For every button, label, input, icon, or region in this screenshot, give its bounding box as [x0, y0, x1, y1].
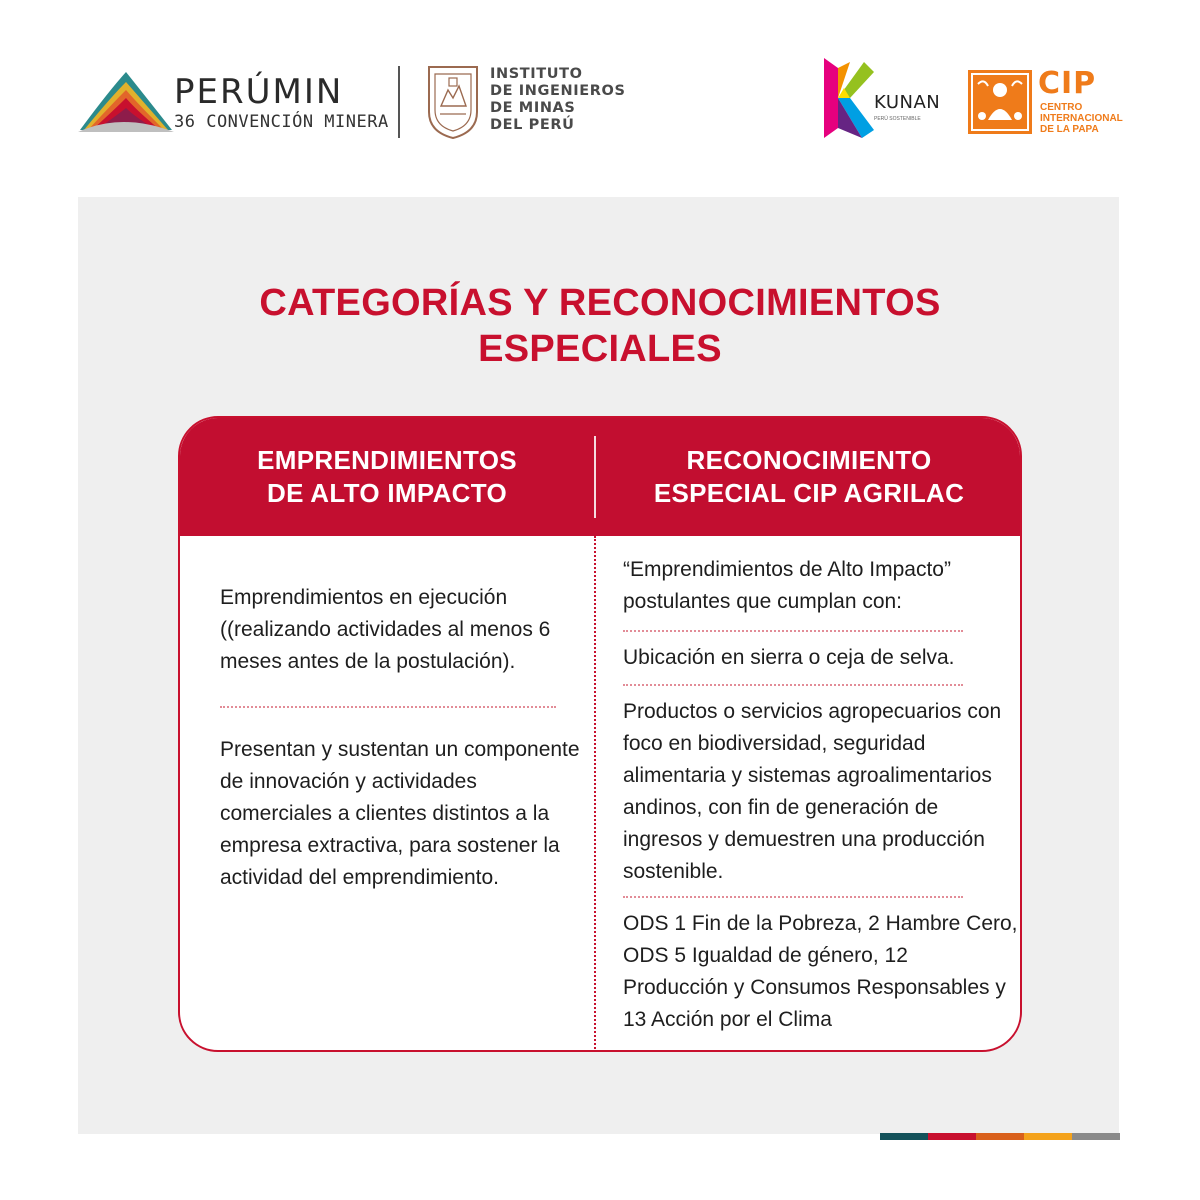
- perumin-mountain-icon: [78, 68, 174, 134]
- heading-line: DE ALTO IMPACTO: [267, 478, 507, 508]
- perumin-name: PERÚMIN: [174, 72, 344, 112]
- heading-alto-impacto: [180, 444, 594, 510]
- kunan-tagline: PERÚ SOSTENIBLE: [874, 116, 921, 122]
- cip-farmer-icon: [968, 70, 1032, 134]
- iimp-shield-icon: [426, 64, 480, 140]
- heading-line: RECONOCIMIENTO: [686, 445, 932, 475]
- color-swatch: [1024, 1133, 1072, 1140]
- logo-divider: [398, 66, 400, 138]
- heading-cip-agrilac: [596, 444, 1022, 510]
- column-divider: [594, 536, 596, 1052]
- cip-line: DE LA PAPA: [1040, 124, 1099, 135]
- color-swatch: [976, 1133, 1024, 1140]
- perumin-subtitle: 36 CONVENCIÓN MINERA: [174, 112, 389, 132]
- iimp-line: DE MINAS: [490, 100, 576, 116]
- cip-line: INTERNACIONAL: [1040, 113, 1123, 124]
- kunan-name: KUNAN: [874, 92, 941, 113]
- iimp-line: DE INGENIEROS: [490, 83, 626, 99]
- iimp-line: INSTITUTO: [490, 66, 583, 82]
- title-line: ESPECIALES: [478, 328, 722, 370]
- right-item-ods: ODS 1 Fin de la Pobreza, 2 Hambre Cero, ODS 5 Igualdad de género, 12 Producción y Consumos Responsables y 13 Acción por el Clima: [623, 912, 1018, 1031]
- right-separator: [623, 630, 963, 632]
- color-swatch: [928, 1133, 976, 1140]
- left-item-ejecucion: Emprendimientos en ejecución ((realizando actividades al menos 6 meses antes de la postulación).: [220, 586, 551, 673]
- heading-line: EMPRENDIMIENTOS: [257, 445, 517, 475]
- right-item-productos: Productos o servicios agropecuarios con foco en biodiversidad, seguridad alimentaria y sistemas agroalimentarios andinos, con fin de generación de ingresos y demuestren una producción sostenible.: [623, 700, 1002, 883]
- right-separator: [623, 684, 963, 686]
- kunan-logo: [820, 58, 940, 138]
- color-swatch: [880, 1133, 928, 1140]
- right-separator: [623, 896, 963, 898]
- card-header: [180, 418, 1020, 536]
- iimp-logo: [426, 64, 666, 140]
- iimp-name: [490, 66, 626, 134]
- color-swatch: [1072, 1133, 1120, 1140]
- heading-line: ESPECIAL CIP AGRILAC: [653, 478, 965, 508]
- cip-line: CENTRO: [1040, 102, 1083, 113]
- cip-fullname: [1040, 102, 1123, 135]
- left-separator: [220, 706, 556, 708]
- kunan-k-icon: [820, 58, 874, 138]
- right-item-ubicacion: Ubicación en sierra o ceja de selva.: [623, 646, 955, 669]
- page-title: [0, 280, 1200, 372]
- left-item-innovacion: Presentan y sustentan un componente de innovación y actividades comerciales a clientes distintos a la empresa extractiva, para sostener la actividad del emprendimiento.: [220, 738, 580, 889]
- categories-card: [178, 416, 1022, 1052]
- right-item-postulantes: “Emprendimientos de Alto Impacto” postulantes que cumplan con:: [623, 558, 951, 613]
- perumin-logo: [78, 66, 389, 136]
- title-line: CATEGORÍAS Y RECONOCIMIENTOS: [259, 282, 941, 324]
- cip-name: CIP: [1038, 66, 1097, 101]
- brand-color-bar: [880, 1133, 1120, 1140]
- iimp-line: DEL PERÚ: [490, 117, 575, 133]
- cip-logo: [968, 66, 1128, 135]
